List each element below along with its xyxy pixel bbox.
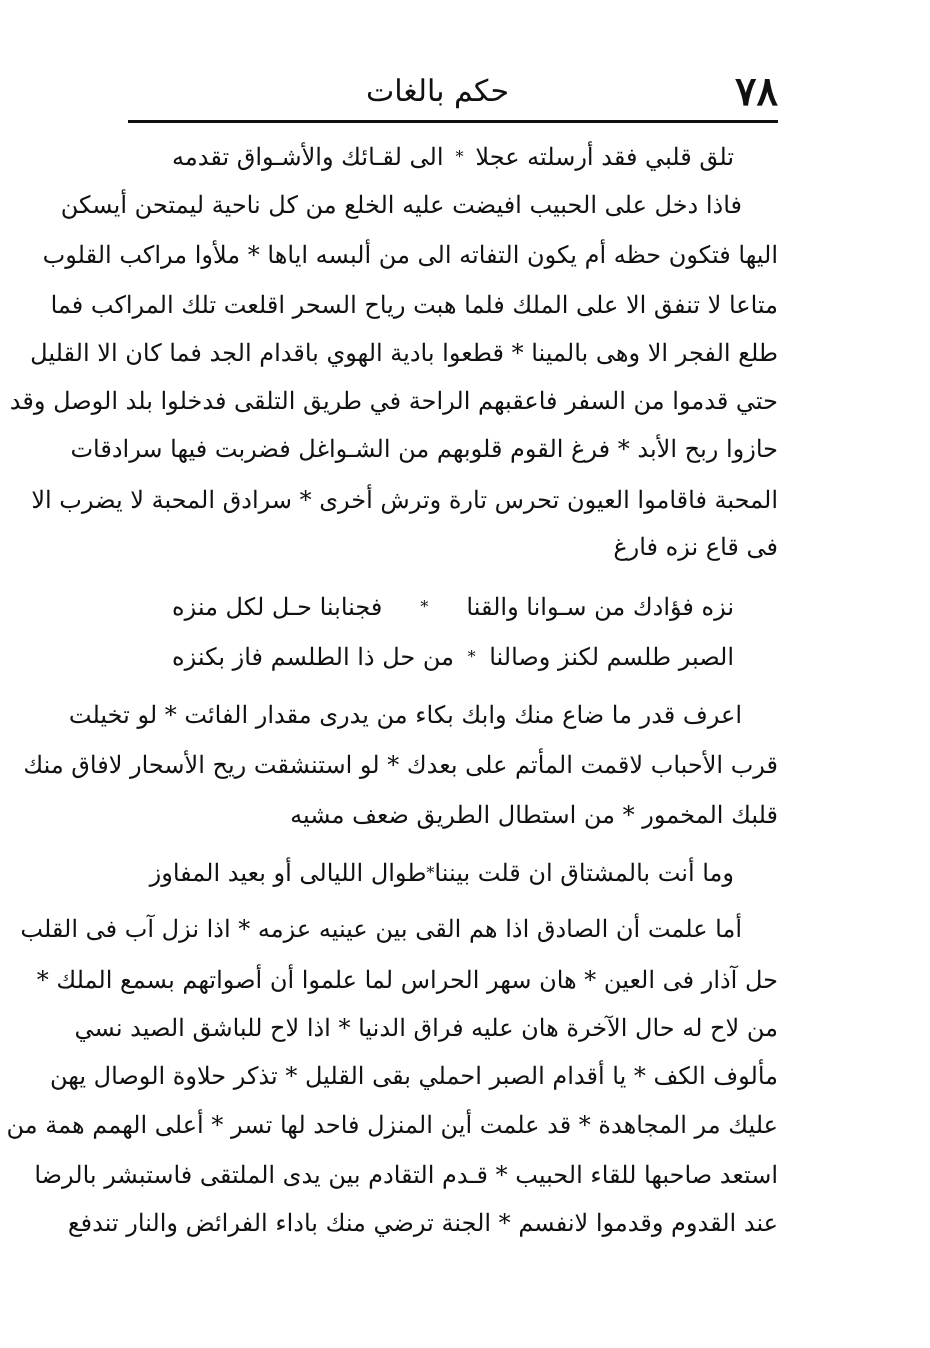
text-line: أما علمت أن الصادق اذا هم القى بين عينيه عزمه * اذا نزل آب فى القلب	[20, 915, 742, 943]
verse-line	[128, 582, 778, 632]
text-line: قرب الأحباب لاقمت المأتم على بعدك * لو استنشقت ريح الأسحار لافاق منك	[23, 751, 778, 779]
verse-separator: *	[426, 863, 435, 882]
text-line: متاعا لا تنفق الا على الملك فلما هبت رياح السحر اقلعت تلك المراكب فما	[50, 291, 778, 319]
running-title: حكم بالغات	[366, 73, 510, 109]
verse-separator: *	[467, 647, 476, 666]
verse-hemistich: الى لقـائك والأشـواق تقدمه	[172, 143, 444, 171]
paragraph-end-line: قلبك المخمور * من استطال الطريق ضعف مشيه	[290, 801, 778, 829]
text-line: مألوف الكف * يا أقدام الصبر احملي بقى القليل * تذكر حلاوة الوصال يهن	[50, 1062, 778, 1090]
text-line: طلع الفجر الا وهى بالمينا * قطعوا بادية الهوي باقدام الجد فما كان الا القليل	[30, 339, 778, 367]
header-rule	[128, 120, 778, 123]
verse-hemistich: من حل ذا الطلسم فاز بكنزه	[172, 643, 455, 671]
page-header	[128, 62, 778, 120]
text-line: اليها فتكون حظه أم يكون التفاته الى من ألبسه اياها * ملأوا مراكب القلوب	[42, 241, 778, 269]
text-line: من لاح له حال الآخرة هان عليه فراق الدنيا * اذا لاح للباشق الصيد نسي	[74, 1014, 778, 1042]
verse-separator: *	[455, 147, 464, 166]
text-line: حتي قدموا من السفر فاعقبهم الراحة في طريق التلقى فدخلوا بلد الوصل وقد	[9, 387, 778, 415]
paragraph-end-line: فى قاع نزه فارغ	[613, 533, 778, 561]
verse-line	[128, 632, 778, 682]
verse-hemistich: تلق قلبي فقد أرسلته عجلا	[475, 143, 734, 171]
text-line: حازوا ربح الأبد * فرغ القوم قلوبهم من الشـواغل فضربت فيها سرادقات	[70, 435, 778, 463]
text-line: اعرف قدر ما ضاع منك وابك بكاء من يدرى مقدار الفائت * لو تخيلت	[68, 701, 742, 729]
verse-hemistich: الصبر طلسم لكنز وصالنا	[489, 643, 734, 671]
verse-hemistich: طوال الليالى أو بعيد المفاوز	[149, 859, 427, 887]
text-line: المحبة فاقاموا العيون تحرس تارة وترش أخرى * سرادق المحبة لا يضرب الا	[31, 486, 778, 514]
verse-line	[128, 132, 778, 182]
page-number: ٧٨	[735, 67, 778, 115]
text-line: عند القدوم وقدموا لانفسم * الجنة ترضي منك باداء الفرائض والنار تندفع	[67, 1209, 778, 1237]
verse-separator: *	[420, 597, 429, 616]
text-line: حل آذار فى العين * هان سهر الحراس لما علموا أن أصواتهم بسمع الملك *	[36, 966, 778, 994]
text-line: فاذا دخل على الحبيب افيضت عليه الخلع من كل ناحية ليمتحن أيسكن	[60, 191, 742, 219]
verse-hemistich: نزه فؤادك من سـوانا والقنا	[466, 593, 734, 621]
verse-hemistich: فجنابنا حـل لكل منزه	[172, 593, 383, 621]
verse-hemistich: وما أنت بالمشتاق ان قلت بيننا	[434, 859, 734, 887]
text-line: عليك مر المجاهدة * قد علمت أين المنزل فاحد لها تسر * أعلى الهمم همة من	[6, 1111, 778, 1139]
verse-line	[128, 848, 778, 898]
text-line: استعد صاحبها للقاء الحبيب * قـدم التقادم بين يدى الملتقى فاستبشر بالرضا	[34, 1161, 778, 1189]
